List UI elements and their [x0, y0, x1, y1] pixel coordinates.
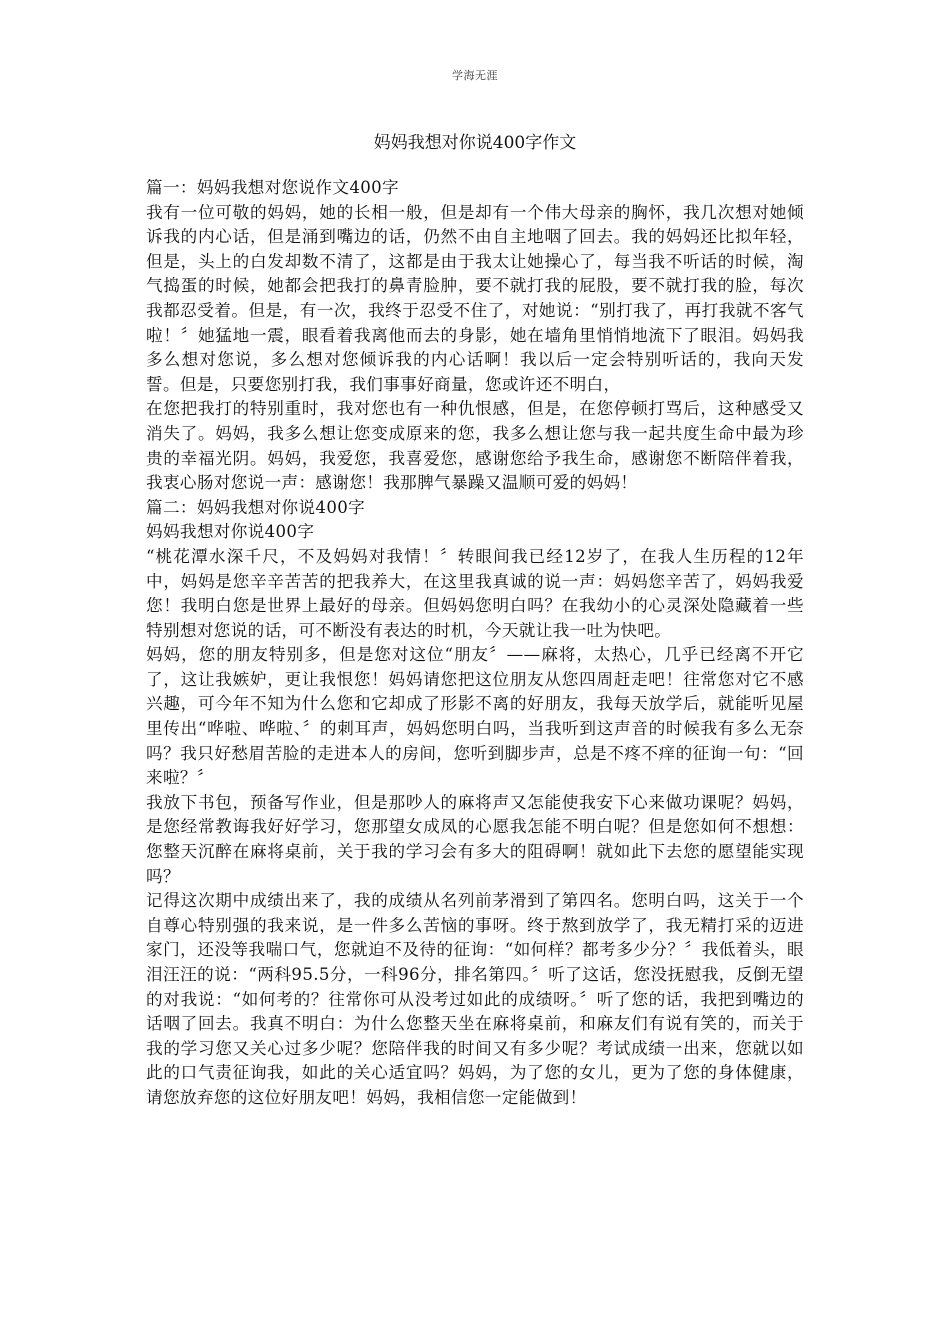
paragraph: 在您把我打的特别重时，我对您也有一种仇恨感，但是，在您停顿打骂后，这种感受又消失了。妈妈，我多么想让您变成原来的您，我多么想让您与我一起共度生命中最为珍贵的幸福光阴。妈妈，我爱您，我喜爱您，感谢您给予我生命，感谢您不断陪伴着我，我衷心肠对您说一声：感谢您！我那脾气暴躁又温顺可爱的妈妈！	[146, 399, 804, 493]
section-heading-2: 篇二：妈妈我想对你说400字	[146, 497, 366, 517]
paragraph: “桃花潭水深千尺，不及妈妈对我情！〞转眼间我已经12岁了，在我人生历程的12年中，妈妈是您辛辛苦苦的把我养大，在这里我真诚的说一声：妈妈您辛苦了，妈妈我爱您！我明白您是世界上最好的母亲。但妈妈您明白吗？在我幼小的心灵深处隐藏着一些特别想对您说的话，可不断没有表达的时机，今天就让我一吐为快吧。	[146, 546, 804, 640]
paragraph: 妈妈，您的朋友特别多，但是您对这位“朋友〞——麻将，太热心，几乎已经离不开它了，这让我嫉妒，更让我恨您！妈妈请您把这位朋友从您四周赶走吧！往常您对它不感兴趣，可今年不知为什么您和它却成了形影不离的好朋友，我每天放学后，就能听见屋里传出“哗啦、哗啦、〞的刺耳声，妈妈您明白吗，当我听到这声音的时候我有多么无奈吗？我只好愁眉苦脸的走进本人的房间，您听到脚步声，总是不疼不痒的征询一句：“回来啦？〞	[146, 645, 804, 788]
page-header: 学海无涯	[452, 69, 498, 82]
document-body	[146, 176, 804, 1111]
document-title: 妈妈我想对你说400字作文	[373, 133, 577, 153]
paragraph: 我放下书包，预备写作业，但是那吵人的麻将声又怎能使我安下心来做功课呢？妈妈，是您经常教诲我好好学习，您那望女成凤的心愿我怎能不明白呢？但是您如何不想想：您整天沉醉在麻将桌前，关于我的学习会有多大的阻碍啊！就如此下去您的愿望能实现吗？	[146, 792, 804, 886]
section-subtitle: 妈妈我想对你说400字	[146, 522, 315, 542]
paragraph: 我有一位可敬的妈妈，她的长相一般，但是却有一个伟大母亲的胸怀，我几次想对她倾诉我的内心话，但是涌到嘴边的话，仍然不由自主地咽了回去。我的妈妈还比拟年轻，但是，头上的白发却数不清了，这都是由于我太让她操心了，每当我不听话的时候，淘气捣蛋的时候，她都会把我打的鼻青脸肿，要不就打我的屁股，要不就打我的脸，每次我都忍受着。但是，有一次，我终于忍受不住了，对她说：“别打我了，再打我就不客气啦！〞她猛地一震，眼看着我离他而去的身影，她在墙角里悄悄地流下了眼泪。妈妈我多么想对您说，多么想对您倾诉我的内心话啊！我以后一定会特别听话的，我向天发誓。但是，只要您别打我，我们事事好商量，您或许还不明白，	[146, 202, 804, 394]
paragraph: 记得这次期中成绩出来了，我的成绩从名列前茅滑到了第四名。您明白吗，这关于一个自尊心特别强的我来说，是一件多么苦恼的事呀。终于熬到放学了，我无精打采的迈进家门，还没等我喘口气，您就迫不及待的征询：“如何样？都考多少分？〞我低着头，眼泪汪汪的说：“两科95.5分，一科96分，排名第四。〞听了这话，您没抚慰我，反倒无望的对我说：“如何考的？往常你可从没考过如此的成绩呀。〞听了您的话，我把到嘴边的话咽了回去。我真不明白：为什么您整天坐在麻将桌前，和麻友们有说有笑的，而关于我的学习您又关心过多少呢？您陪伴我的时间又有多少呢？考试成绩一出来，您就以如此的口气责征询我，如此的关心适宜吗？妈妈，为了您的女儿，更为了您的身体健康，请您放弃您的这位好朋友吧！妈妈，我相信您一定能做到！	[146, 891, 804, 1107]
section-heading-1: 篇一：妈妈我想对您说作文400字	[146, 178, 399, 197]
